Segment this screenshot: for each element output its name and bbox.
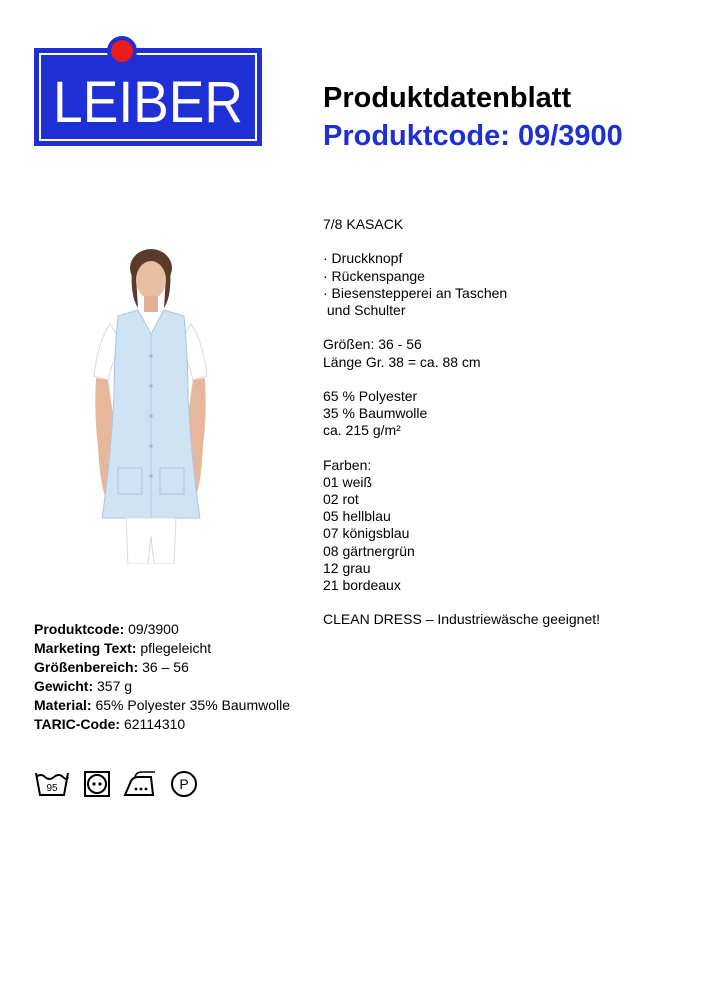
desc-line: 05 hellblau <box>323 508 391 525</box>
spec-row <box>34 677 290 696</box>
spec-row <box>34 658 290 677</box>
desc-line <box>323 319 693 336</box>
desc-line: 35 % Baumwolle <box>323 405 428 422</box>
cleaning-letter: P <box>179 776 189 792</box>
care-symbols <box>34 769 202 799</box>
spec-label: Größenbereich: <box>34 659 139 675</box>
spec-value: 62114310 <box>120 716 186 732</box>
spec-value: 357 g <box>93 678 133 694</box>
desc-line: ca. 215 g/m² <box>323 422 401 439</box>
spec-row <box>34 715 290 734</box>
tumble-dry-icon <box>78 769 114 799</box>
spec-row <box>34 696 290 715</box>
desc-line: Farben: <box>323 456 372 473</box>
spec-label: TARIC-Code: <box>34 716 121 732</box>
spec-value: pflegeleicht <box>136 640 212 656</box>
desc-line: · Rückenspange <box>323 267 425 284</box>
desc-line <box>323 594 693 611</box>
spec-label: Produktcode: <box>34 621 125 637</box>
desc-line: 21 bordeaux <box>323 576 401 593</box>
product-photo <box>88 246 213 564</box>
desc-line: und Schulter <box>323 301 406 318</box>
desc-line: Länge Gr. 38 = ca. 88 cm <box>323 353 481 370</box>
spec-row <box>34 620 290 639</box>
desc-line: Größen: 36 - 56 <box>323 336 422 353</box>
desc-line: · Biesenstepperei an Taschen <box>323 284 508 301</box>
product-code-heading: Produktcode: 09/3900 <box>323 120 623 152</box>
spec-label: Material: <box>34 697 92 713</box>
desc-line: 08 gärtnergrün <box>323 542 415 559</box>
logo-text: LEIBER <box>53 70 243 135</box>
desc-line: 7/8 KASACK <box>323 216 404 232</box>
desc-line: 07 königsblau <box>323 525 410 542</box>
desc-line: 12 grau <box>323 559 371 576</box>
desc-line: 65 % Polyester <box>323 387 418 404</box>
desc-line: · Druckknopf <box>323 250 403 267</box>
wash-temperature: 95 <box>46 783 58 794</box>
product-specs <box>34 620 290 734</box>
spec-row <box>34 639 290 658</box>
leiber-logo <box>32 34 264 148</box>
desc-line <box>323 439 693 456</box>
desc-line <box>323 371 693 388</box>
desc-line: 01 weiß <box>323 473 373 490</box>
spec-value: 36 – 56 <box>138 659 189 675</box>
wash-95-icon <box>34 769 70 799</box>
spec-label: Gewicht: <box>34 678 94 694</box>
spec-value: 65% Polyester 35% Baumwolle <box>91 697 291 713</box>
iron-3-dots-icon <box>122 769 158 799</box>
page-title: Produktdatenblatt <box>323 82 572 114</box>
desc-line <box>323 233 693 250</box>
desc-line: 02 rot <box>323 491 359 507</box>
spec-value: 09/3900 <box>124 621 179 637</box>
desc-line: CLEAN DRESS – Industriewäsche geeignet! <box>323 611 601 628</box>
product-description <box>323 216 693 629</box>
spec-label: Marketing Text: <box>34 640 137 656</box>
professional-cleaning-p-icon <box>166 769 202 799</box>
